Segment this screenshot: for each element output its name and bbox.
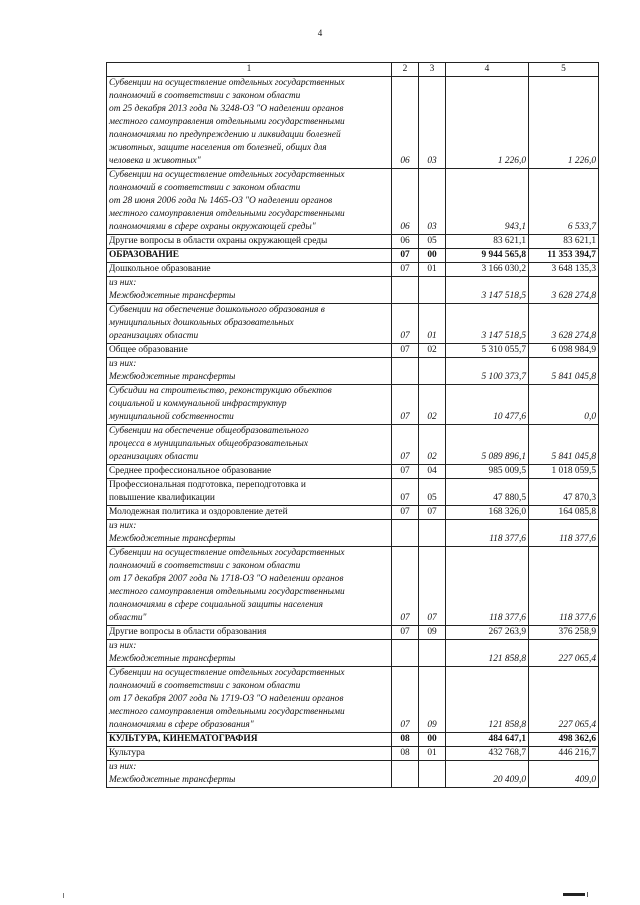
section-code: 07: [392, 344, 419, 358]
description-line: Культура: [109, 748, 145, 758]
subsection-code: [419, 358, 446, 385]
description-line: Общее образование: [109, 345, 188, 355]
row-description: [107, 344, 392, 358]
subsection-code: 05: [419, 235, 446, 249]
amount-col5: 409,0: [529, 761, 599, 788]
row-description: [107, 465, 392, 479]
header-cell: 4: [446, 63, 529, 77]
amount-col4: 484 647,1: [446, 733, 529, 747]
amount-col5: 11 353 394,7: [529, 249, 599, 263]
section-code: 07: [392, 667, 419, 733]
subsection-code: 03: [419, 77, 446, 169]
amount-col4: 985 009,5: [446, 465, 529, 479]
scan-mark: [63, 893, 64, 898]
section-code: 06: [392, 169, 419, 235]
amount-col5: 5 841 045,8: [529, 425, 599, 465]
budget-table: [106, 62, 599, 788]
amount-col5: 3 628 274,8: [529, 277, 599, 304]
description-line: полномочий в соответствии с законом области: [109, 183, 301, 193]
row-description: [107, 263, 392, 277]
subsection-code: 03: [419, 169, 446, 235]
amount-col4: 3 147 518,5: [446, 277, 529, 304]
section-code: [392, 761, 419, 788]
table-header-row: [107, 63, 599, 77]
amount-col5: 118 377,6: [529, 520, 599, 547]
description-line: полномочиями в сфере охраны окружающей среды": [109, 222, 316, 232]
row-description: [107, 640, 392, 667]
description-line: области": [109, 613, 147, 623]
amount-col5: 118 377,6: [529, 547, 599, 626]
amount-col4: 9 944 565,8: [446, 249, 529, 263]
table-row: [107, 344, 599, 358]
description-line: местного самоуправления отдельными государственными: [109, 209, 345, 219]
description-line: полномочий в соответствии с законом области: [109, 561, 301, 571]
amount-col5: 6 533,7: [529, 169, 599, 235]
subsection-code: 01: [419, 263, 446, 277]
row-description: [107, 358, 392, 385]
amount-col5: 498 362,6: [529, 733, 599, 747]
section-code: 08: [392, 747, 419, 761]
description-line: Субвенции на осуществление отдельных государственных: [109, 78, 345, 88]
description-line: Межбюджетные трансферты: [109, 291, 236, 301]
subsection-code: [419, 640, 446, 667]
amount-col5: 227 065,4: [529, 640, 599, 667]
amount-col5: 164 085,8: [529, 506, 599, 520]
description-line: из них:: [109, 641, 137, 651]
description-line: от 17 декабря 2007 года № 1719-ОЗ "О наделении органов: [109, 694, 344, 704]
amount-col5: 3 628 274,8: [529, 304, 599, 344]
amount-col5: 1 018 059,5: [529, 465, 599, 479]
description-line: местного самоуправления отдельными государственными: [109, 707, 345, 717]
section-code: 07: [392, 425, 419, 465]
page-number: 4: [317, 28, 323, 38]
table-row: [107, 506, 599, 520]
table-row: [107, 263, 599, 277]
table-row: [107, 277, 599, 304]
amount-col4: 267 263,9: [446, 626, 529, 640]
description-line: организациях области: [109, 452, 199, 462]
row-description: [107, 520, 392, 547]
section-code: 07: [392, 249, 419, 263]
description-line: полномочий в соответствии с законом области: [109, 681, 301, 691]
row-description: [107, 235, 392, 249]
description-line: ОБРАЗОВАНИЕ: [109, 250, 180, 260]
amount-col4: 168 326,0: [446, 506, 529, 520]
amount-col4: 83 621,1: [446, 235, 529, 249]
row-description: [107, 169, 392, 235]
description-line: Молодежная политика и оздоровление детей: [109, 507, 288, 517]
subsection-code: 00: [419, 733, 446, 747]
description-line: повышение квалификации: [109, 493, 215, 503]
amount-col5: 6 098 984,9: [529, 344, 599, 358]
section-code: 07: [392, 547, 419, 626]
description-line: местного самоуправления отдельными государственными: [109, 117, 345, 127]
amount-col5: 0,0: [529, 385, 599, 425]
row-description: [107, 547, 392, 626]
table-row: [107, 640, 599, 667]
row-description: [107, 277, 392, 304]
section-code: [392, 358, 419, 385]
table-row: [107, 547, 599, 626]
table-row: [107, 425, 599, 465]
subsection-code: 02: [419, 385, 446, 425]
description-line: полномочиями в сфере социальной защиты населения: [109, 600, 323, 610]
header-cell: 5: [529, 63, 599, 77]
description-line: Другие вопросы в области образования: [109, 627, 267, 637]
row-description: [107, 506, 392, 520]
row-description: [107, 425, 392, 465]
amount-col4: 10 477,6: [446, 385, 529, 425]
description-line: от 25 декабря 2013 года № 3248-ОЗ "О наделении органов: [109, 104, 344, 114]
description-line: Межбюджетные трансферты: [109, 775, 236, 785]
amount-col5: 3 648 135,3: [529, 263, 599, 277]
table-row: [107, 520, 599, 547]
table-row: [107, 626, 599, 640]
table-row: [107, 249, 599, 263]
subsection-code: 04: [419, 465, 446, 479]
table-row: [107, 358, 599, 385]
header-cell: 1: [107, 63, 392, 77]
amount-col4: 3 147 518,5: [446, 304, 529, 344]
amount-col5: 227 065,4: [529, 667, 599, 733]
subsection-code: [419, 277, 446, 304]
amount-col4: 20 409,0: [446, 761, 529, 788]
section-code: 06: [392, 235, 419, 249]
description-line: полномочиями по предупреждению и ликвидации болезней: [109, 130, 341, 140]
section-code: 07: [392, 263, 419, 277]
section-code: 08: [392, 733, 419, 747]
row-description: [107, 479, 392, 506]
description-line: Профессиональная подготовка, переподготовка и: [109, 480, 306, 490]
row-description: [107, 733, 392, 747]
section-code: [392, 277, 419, 304]
section-code: 07: [392, 385, 419, 425]
header-cell: 2: [392, 63, 419, 77]
description-line: полномочий в соответствии с законом области: [109, 91, 301, 101]
amount-col4: 5 089 896,1: [446, 425, 529, 465]
subsection-code: 09: [419, 667, 446, 733]
amount-col4: 5 100 373,7: [446, 358, 529, 385]
amount-col4: 118 377,6: [446, 547, 529, 626]
description-line: Межбюджетные трансферты: [109, 654, 236, 664]
table-row: [107, 169, 599, 235]
subsection-code: 01: [419, 747, 446, 761]
description-line: Другие вопросы в области охраны окружающей среды: [109, 236, 328, 246]
description-line: Субвенции на осуществление отдельных государственных: [109, 170, 345, 180]
description-line: полномочиями в сфере образования": [109, 720, 254, 730]
amount-col4: 943,1: [446, 169, 529, 235]
amount-col4: 432 768,7: [446, 747, 529, 761]
row-description: [107, 747, 392, 761]
description-line: от 17 декабря 2007 года № 1718-ОЗ "О наделении органов: [109, 574, 344, 584]
row-description: [107, 761, 392, 788]
section-code: [392, 640, 419, 667]
section-code: 07: [392, 304, 419, 344]
subsection-code: 01: [419, 304, 446, 344]
amount-col4: 5 310 055,7: [446, 344, 529, 358]
description-line: организациях области: [109, 331, 199, 341]
amount-col4: 121 858,8: [446, 640, 529, 667]
description-line: процесса в муниципальных общеобразовательных: [109, 439, 309, 449]
description-line: из них:: [109, 278, 137, 288]
scan-mark: [587, 892, 588, 897]
section-code: [392, 520, 419, 547]
subsection-code: 09: [419, 626, 446, 640]
amount-col4: 1 226,0: [446, 77, 529, 169]
description-line: КУЛЬТУРА, КИНЕМАТОГРАФИЯ: [109, 734, 258, 744]
header-cell: 3: [419, 63, 446, 77]
row-description: [107, 304, 392, 344]
description-line: Субсидии на строительство, реконструкцию объектов: [109, 386, 332, 396]
description-line: из них:: [109, 762, 137, 772]
subsection-code: 07: [419, 547, 446, 626]
table-row: [107, 667, 599, 733]
table-row: [107, 385, 599, 425]
subsection-code: 07: [419, 506, 446, 520]
section-code: 07: [392, 465, 419, 479]
amount-col5: 446 216,7: [529, 747, 599, 761]
description-line: муниципальной собственности: [109, 412, 234, 422]
amount-col5: 47 870,3: [529, 479, 599, 506]
description-line: из них:: [109, 359, 137, 369]
scan-mark: [563, 893, 585, 896]
table-row: [107, 304, 599, 344]
description-line: Субвенции на осуществление отдельных государственных: [109, 668, 345, 678]
amount-col4: 121 858,8: [446, 667, 529, 733]
amount-col5: 376 258,9: [529, 626, 599, 640]
section-code: 07: [392, 626, 419, 640]
section-code: 06: [392, 77, 419, 169]
amount-col5: 5 841 045,8: [529, 358, 599, 385]
table-row: [107, 235, 599, 249]
table-row: [107, 747, 599, 761]
amount-col4: 3 166 030,2: [446, 263, 529, 277]
table-row: [107, 733, 599, 747]
subsection-code: 05: [419, 479, 446, 506]
description-line: Дошкольное образование: [109, 264, 211, 274]
amount-col4: 118 377,6: [446, 520, 529, 547]
description-line: Межбюджетные трансферты: [109, 372, 236, 382]
amount-col5: 83 621,1: [529, 235, 599, 249]
description-line: Субвенции на осуществление отдельных государственных: [109, 548, 345, 558]
description-line: социальной и коммунальной инфраструктур: [109, 399, 287, 409]
row-description: [107, 249, 392, 263]
description-line: Субвенции на обеспечение дошкольного образования в: [109, 305, 325, 315]
subsection-code: [419, 761, 446, 788]
row-description: [107, 385, 392, 425]
row-description: [107, 626, 392, 640]
description-line: Межбюджетные трансферты: [109, 534, 236, 544]
amount-col5: 1 226,0: [529, 77, 599, 169]
section-code: 07: [392, 479, 419, 506]
description-line: животных, защите населения от болезней, общих для: [109, 143, 327, 153]
description-line: муниципальных дошкольных образовательных: [109, 318, 294, 328]
subsection-code: 02: [419, 425, 446, 465]
subsection-code: 02: [419, 344, 446, 358]
table-row: [107, 761, 599, 788]
description-line: Среднее профессиональное образование: [109, 466, 272, 476]
description-line: местного самоуправления отдельными государственными: [109, 587, 345, 597]
subsection-code: 00: [419, 249, 446, 263]
amount-col4: 47 880,5: [446, 479, 529, 506]
table-row: [107, 479, 599, 506]
description-line: человека и животных": [109, 156, 201, 166]
description-line: Субвенции на обеспечение общеобразовательного: [109, 426, 309, 436]
row-description: [107, 77, 392, 169]
subsection-code: [419, 520, 446, 547]
row-description: [107, 667, 392, 733]
table-row: [107, 465, 599, 479]
table-row: [107, 77, 599, 169]
description-line: из них:: [109, 521, 137, 531]
description-line: от 28 июня 2006 года № 1465-ОЗ "О наделении органов: [109, 196, 333, 206]
section-code: 07: [392, 506, 419, 520]
